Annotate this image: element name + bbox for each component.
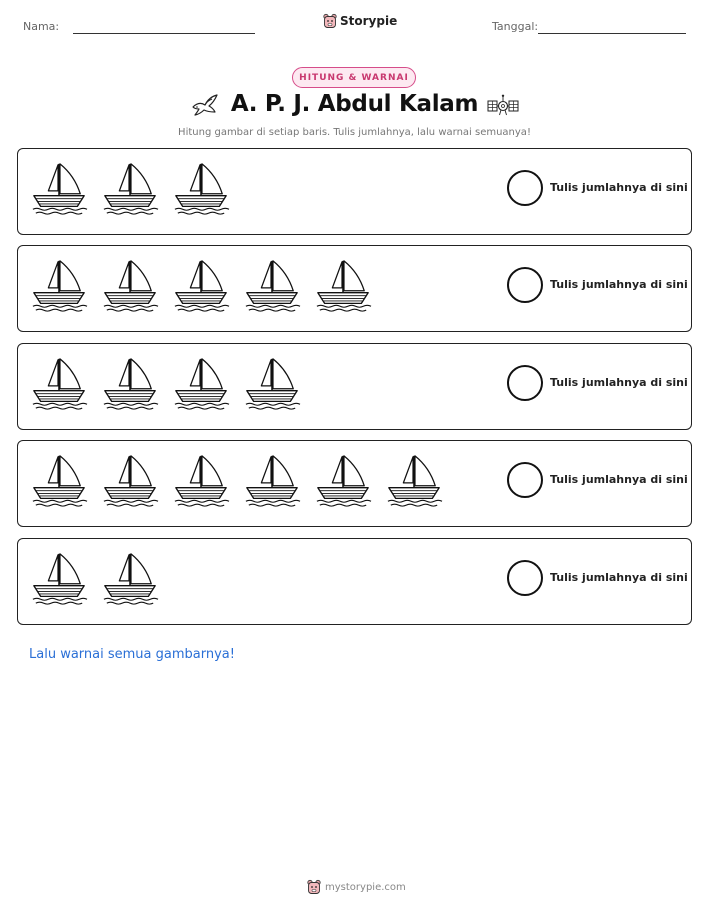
answer-label: Tulis jumlahnya di sini xyxy=(550,278,688,291)
boat-group xyxy=(30,549,159,607)
sailboat-icon[interactable] xyxy=(243,451,301,509)
boat-group xyxy=(30,354,301,412)
sailboat-icon[interactable] xyxy=(30,549,88,607)
answer-label: Tulis jumlahnya di sini xyxy=(550,181,688,194)
sailboat-icon[interactable] xyxy=(385,451,443,509)
storypie-logo-icon xyxy=(323,13,337,29)
sailboat-icon[interactable] xyxy=(30,256,88,314)
sailboat-icon[interactable] xyxy=(101,256,159,314)
answer-label: Tulis jumlahnya di sini xyxy=(550,376,688,389)
name-label: Nama: xyxy=(23,20,60,33)
answer-circle[interactable] xyxy=(507,365,543,401)
page-title: A. P. J. Abdul Kalam xyxy=(230,91,479,117)
sailboat-icon[interactable] xyxy=(172,354,230,412)
storypie-logo-icon xyxy=(307,879,321,895)
boat-group xyxy=(30,451,443,509)
sailboat-icon[interactable] xyxy=(101,159,159,217)
sailboat-icon[interactable] xyxy=(101,354,159,412)
boat-group xyxy=(30,159,230,217)
instruction-text: Hitung gambar di setiap baris. Tulis jumlahnya, lalu warnai semuanya! xyxy=(178,127,531,138)
sailboat-icon[interactable] xyxy=(101,451,159,509)
count-row-3 xyxy=(17,343,692,430)
answer-label: Tulis jumlahnya di sini xyxy=(550,571,688,584)
sailboat-icon[interactable] xyxy=(30,451,88,509)
answer-circle[interactable] xyxy=(507,267,543,303)
satellite-icon xyxy=(487,94,519,118)
sailboat-icon[interactable] xyxy=(30,159,88,217)
answer-circle[interactable] xyxy=(507,560,543,596)
sailboat-icon[interactable] xyxy=(314,256,372,314)
boat-group xyxy=(30,256,372,314)
brand-name: Storypie xyxy=(340,14,398,28)
count-row-5 xyxy=(17,538,692,625)
sailboat-icon[interactable] xyxy=(243,256,301,314)
answer-circle[interactable] xyxy=(507,170,543,206)
sailboat-icon[interactable] xyxy=(101,549,159,607)
dove-icon xyxy=(190,92,220,118)
sailboat-icon[interactable] xyxy=(172,159,230,217)
count-row-1 xyxy=(17,148,692,235)
sailboat-icon[interactable] xyxy=(30,354,88,412)
sailboat-icon[interactable] xyxy=(172,451,230,509)
sailboat-icon[interactable] xyxy=(172,256,230,314)
color-instruction: Lalu warnai semua gambarnya! xyxy=(29,647,235,662)
site-footer xyxy=(307,879,406,895)
brand-logo xyxy=(323,13,397,29)
count-row-2 xyxy=(17,245,692,332)
activity-badge: HITUNG & WARNAI xyxy=(292,67,416,88)
answer-label: Tulis jumlahnya di sini xyxy=(550,473,688,486)
site-url[interactable]: mystorypie.com xyxy=(325,881,406,893)
date-label: Tanggal: xyxy=(492,20,539,33)
sailboat-icon[interactable] xyxy=(243,354,301,412)
name-line[interactable] xyxy=(73,33,255,34)
date-line[interactable] xyxy=(538,33,686,34)
answer-circle[interactable] xyxy=(507,462,543,498)
count-row-4 xyxy=(17,440,692,527)
sailboat-icon[interactable] xyxy=(314,451,372,509)
